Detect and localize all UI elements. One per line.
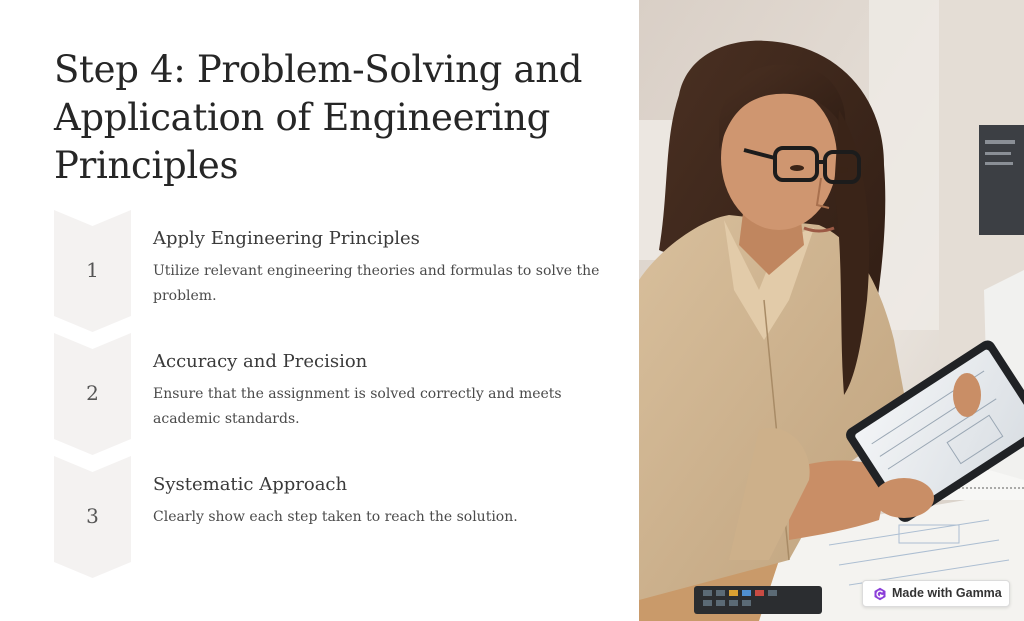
step-item-1 <box>54 210 614 332</box>
step-heading: Accuracy and Precision <box>153 351 368 372</box>
chevron-marker <box>54 210 131 332</box>
hero-photo <box>639 0 1024 621</box>
made-with-gamma-badge[interactable] <box>862 580 1010 607</box>
step-description: Ensure that the assignment is solved correctly and meets academic standards. <box>153 386 562 427</box>
step-heading: Systematic Approach <box>153 474 348 495</box>
step-item-3 <box>54 456 614 578</box>
step-description: Utilize relevant engineering theories and formulas to solve the problem. <box>153 263 600 304</box>
gamma-logo-icon <box>873 587 887 601</box>
step-number: 1 <box>86 258 99 282</box>
chevron-marker <box>54 456 131 578</box>
step-item-2 <box>54 333 614 455</box>
step-number: 2 <box>86 381 99 405</box>
chevron-marker <box>54 333 131 455</box>
page-title: Step 4: Problem-Solving and Application of Engineering Principles <box>54 48 583 187</box>
step-heading: Apply Engineering Principles <box>153 228 420 249</box>
step-number: 3 <box>86 504 99 528</box>
engineer-with-tablet-illustration <box>639 0 1024 621</box>
step-description: Clearly show each step taken to reach the solution. <box>153 509 518 525</box>
badge-label: Made with Gamma <box>892 586 1002 600</box>
